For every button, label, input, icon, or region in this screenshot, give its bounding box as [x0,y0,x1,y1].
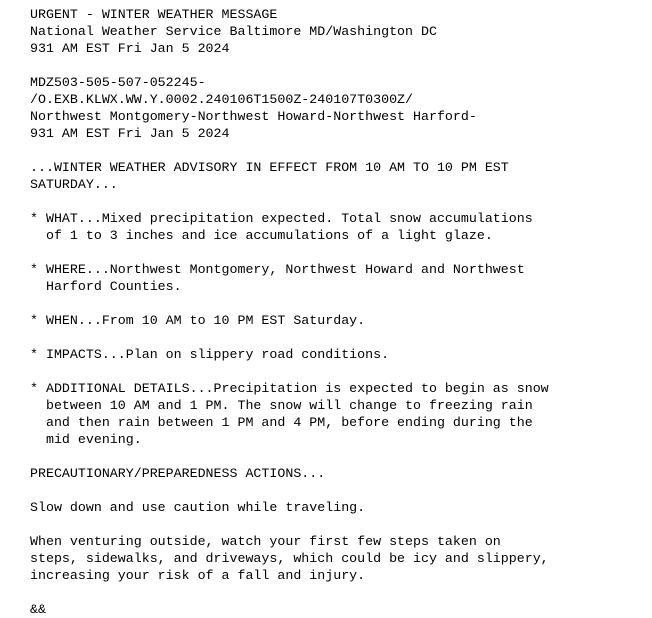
bulletin-line-impacts: * IMPACTS...Plan on slippery road conditions. [30,347,390,362]
bulletin-line-what: * WHAT...Mixed precipitation expected. Total snow accumulations [30,211,533,226]
bulletin-line-details: * ADDITIONAL DETAILS...Precipitation is expected to begin as snow [30,381,549,396]
bulletin-line-header: URGENT - WINTER WEATHER MESSAGE [30,7,278,22]
bulletin-line-headline-cont: SATURDAY... [30,177,118,192]
bulletin-line-details-cont: between 10 AM and 1 PM. The snow will change to freezing rain [30,398,533,413]
bulletin-line-blank [30,57,549,74]
bulletin-line-blank [30,482,549,499]
bulletin-line-issued-time: 931 AM EST Fri Jan 5 2024 [30,41,230,56]
bulletin-line-action-steps: When venturing outside, watch your first few steps taken on [30,534,501,549]
bulletin-line-action-steps-cont: steps, sidewalks, and driveways, which could be icy and slippery, [30,551,549,566]
bulletin-line-what-cont: of 1 to 3 inches and ice accumulations of a light glaze. [30,228,493,243]
bulletin-line-details-cont: and then rain between 1 PM and 4 PM, before ending during the [30,415,533,430]
bulletin-line-zone-names: Northwest Montgomery-Northwest Howard-Northwest Harford- [30,109,477,124]
bulletin-line-blank [30,363,549,380]
bulletin-line-vtec: /O.EXB.KLWX.WW.Y.0002.240106T1500Z-240107T0300Z/ [30,92,414,107]
bulletin-line-where-cont: Harford Counties. [30,279,182,294]
bulletin-line-blank [30,329,549,346]
bulletin-line-when: * WHEN...From 10 AM to 10 PM EST Saturday. [30,313,366,328]
bulletin-line-blank [30,193,549,210]
weather-bulletin-text [30,6,549,618]
bulletin-line-actions-heading: PRECAUTIONARY/PREPAREDNESS ACTIONS... [30,466,326,481]
bulletin-line-office: National Weather Service Baltimore MD/Washington DC [30,24,437,39]
bulletin-line-headline: ...WINTER WEATHER ADVISORY IN EFFECT FROM 10 AM TO 10 PM EST [30,160,509,175]
bulletin-line-where: * WHERE...Northwest Montgomery, Northwest Howard and Northwest [30,262,525,277]
bulletin-line-blank [30,142,549,159]
bulletin-line-blank [30,295,549,312]
bulletin-line-action-slow-down: Slow down and use caution while traveling. [30,500,366,515]
bulletin-line-blank [30,516,549,533]
bulletin-line-blank [30,448,549,465]
bulletin-line-zone-codes: MDZ503-505-507-052245- [30,75,206,90]
bulletin-line-end-marker: && [30,602,46,617]
bulletin-line-blank [30,244,549,261]
bulletin-line-blank [30,584,549,601]
bulletin-line-action-steps-cont: increasing your risk of a fall and injury. [30,568,366,583]
bulletin-line-issued-time-2: 931 AM EST Fri Jan 5 2024 [30,126,230,141]
bulletin-line-details-cont: mid evening. [30,432,142,447]
